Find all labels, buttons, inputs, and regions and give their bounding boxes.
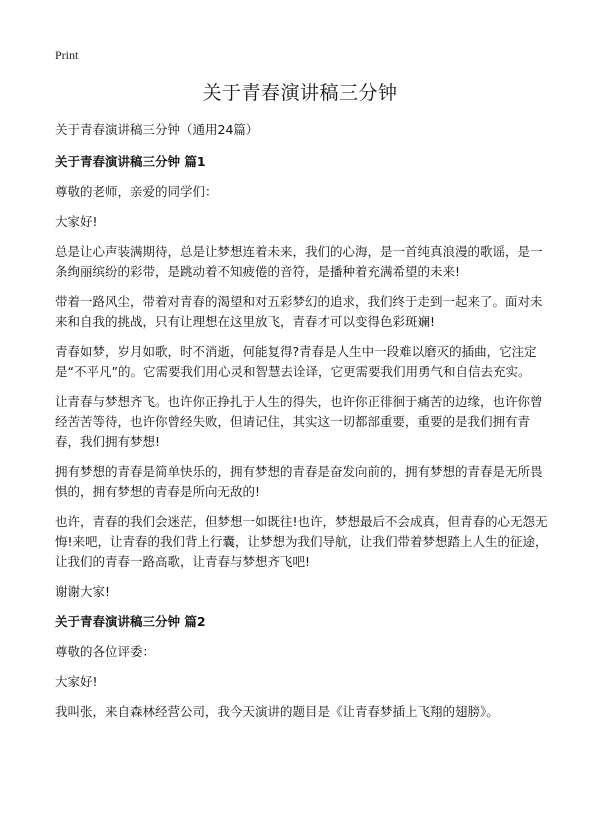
paragraph: 也许，青春的我们会迷茫，但梦想一如既往!也许，梦想最后不会成真，但青春的心无怨无悔!来吧，让青春的我们背上行囊，让梦想为我们导航，让我们带着梦想踏上人生的征途，让我们的青春一路高歌，让青春与梦想齐飞吧!: [55, 514, 548, 569]
paragraph: 拥有梦想的青春是简单快乐的，拥有梦想的青春是奋发向前的，拥有梦想的青春是无所畏惧的，拥有梦想的青春是所向无敌的!: [55, 464, 543, 499]
paragraph: 我叫张，来自森林经营公司，我今天演讲的题目是《让青春梦插上飞翔的翅膀》。: [55, 704, 499, 719]
section-heading: 关于青春演讲稿三分钟 篇2: [55, 614, 206, 629]
article-body: [55, 120, 550, 732]
page-title: 关于青春演讲稿三分钟: [202, 82, 398, 104]
print-link[interactable]: Print: [55, 48, 79, 62]
paragraph: 大家好!: [55, 674, 98, 689]
paragraph: 青春如梦，岁月如歌，时不消逝，何能复得?青春是人生中一段难以磨灭的插曲，它注定是“不平凡”的。它需要我们用心灵和智慧去诠译，它更需要我们用勇气和自信去充实。: [55, 344, 537, 379]
paragraph: 尊敬的老师，亲爱的同学们：: [55, 184, 218, 199]
paragraph: 大家好!: [55, 214, 98, 229]
paragraph: 谢谢大家!: [55, 584, 111, 599]
paragraph: 尊敬的各位评委：: [55, 644, 156, 659]
paragraph: 带着一路风尘，带着对青春的渴望和对五彩梦幻的追求，我们终于走到一起来了。面对未来和自我的挑战，只有让理想在这里放飞，青春才可以变得色彩斑斓!: [55, 294, 543, 329]
section-heading: 关于青春演讲稿三分钟 篇1: [55, 154, 206, 169]
paragraph: 让青春与梦想齐飞。也许你正挣扎于人生的得失，也许你正徘徊于痛苦的边缘，也许你曾经苦苦等待，也许你曾经失败，但请记住，其实这一切都部重要，重要的是我们拥有青春，我们拥有梦想!: [55, 394, 543, 449]
paragraph: 总是让心声装满期待，总是让梦想连着未来，我们的心海，是一首纯真浪漫的歌谣，是一条绚丽缤纷的彩带，是跳动着不知疲倦的音符，是播种着充满希望的未来!: [55, 244, 543, 279]
article-subtitle: 关于青春演讲稿三分钟（通用24篇）: [55, 122, 259, 137]
